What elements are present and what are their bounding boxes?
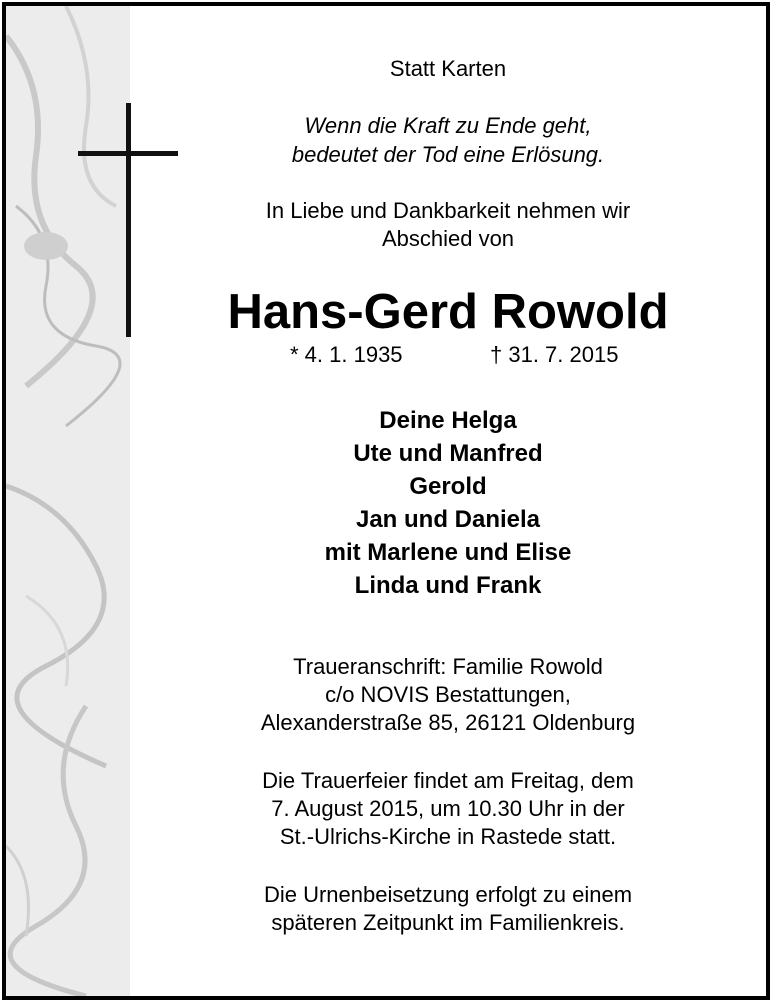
family-member: Ute und Manfred: [353, 440, 543, 467]
ceremony-line: Die Trauerfeier findet am Freitag, dem: [262, 768, 634, 793]
obituary-text: [130, 6, 766, 996]
family-member: Gerold: [409, 473, 487, 500]
family-member: Deine Helga: [379, 407, 517, 434]
obituary-frame: [2, 2, 770, 1000]
ceremony-line: St.-Ulrichs-Kirche in Rastede statt.: [279, 824, 617, 849]
ceremony-line: 7. August 2015, um 10.30 Uhr in der: [271, 796, 625, 821]
intro-line: Abschied von: [381, 226, 515, 251]
family-member: Linda und Frank: [354, 572, 542, 599]
quote-line: Wenn die Kraft zu Ende geht,: [304, 113, 592, 138]
burial-line: Die Urnenbeisetzung erfolgt zu einem: [263, 882, 633, 907]
address-line: Traueranschrift: Familie Rowold: [293, 654, 603, 679]
deceased-name: Hans-Gerd Rowold: [227, 285, 669, 339]
birth-date: * 4. 1. 1935: [290, 342, 403, 367]
burial-line: späteren Zeitpunkt im Familienkreis.: [271, 910, 625, 935]
address-line: c/o NOVIS Bestattungen,: [325, 682, 571, 707]
death-date: † 31. 7. 2015: [490, 342, 619, 367]
address-line: Alexanderstraße 85, 26121 Oldenburg: [260, 710, 636, 735]
family-member: mit Marlene und Elise: [324, 539, 572, 566]
quote-line: bedeutet der Tod eine Erlösung.: [291, 142, 605, 167]
intro-line: In Liebe und Dankbarkeit nehmen wir: [265, 198, 631, 223]
statt-karten: Statt Karten: [389, 56, 507, 81]
family-member: Jan und Daniela: [355, 506, 541, 533]
